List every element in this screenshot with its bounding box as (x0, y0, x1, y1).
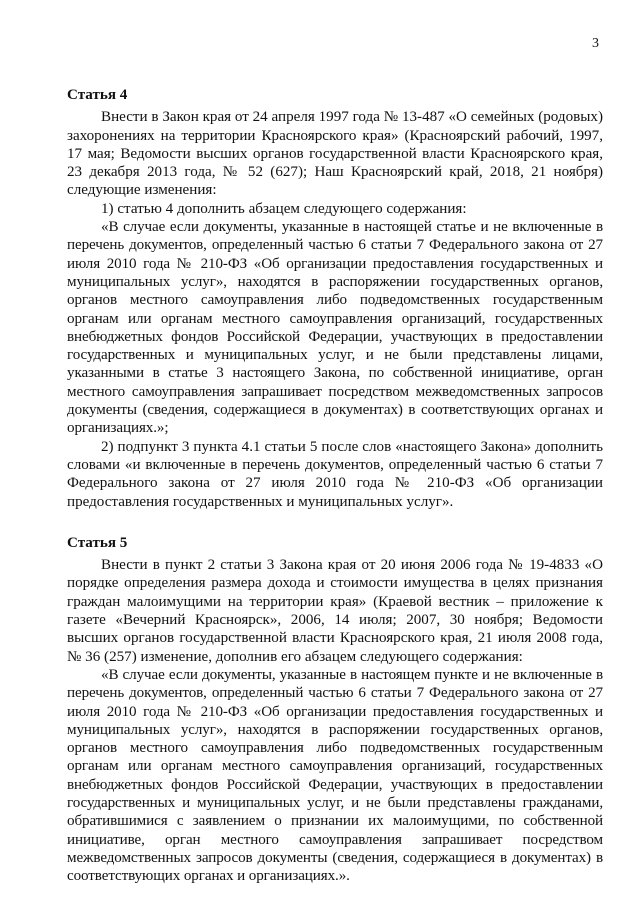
article-5-intro: Внести в пункт 2 статьи 3 Закона края от 20 июня 2006 года № 19-4833 «О порядке определения размера дохода и стоимости имущества в целях признания граждан малоимущими на территории края» (Краевой вестник – приложение к газете «Вечерний Красноярск», 2006, 14 июля; 2007, 30 ноября; Ведомости высших органов государственной власти Красноярского края, 21 июля 2008 года, № 36 (257) изменение, дополнив его абзацем следующего содержания: (67, 557, 603, 665)
article-4-item-1: 1) статью 4 дополнить абзацем следующего содержания: (101, 200, 467, 217)
article-5-quote: «В случае если документы, указанные в настоящем пункте и не включенные в перечень документов, определенный частью 6 статьи 7 Федерального закона от 27 июля 2010 года № 210-ФЗ «Об организации предоставления государственных и муниципальных услуг», находятся в распоряжении государственных органов, органов местного самоуправления либо подведомственных государственным органам или органам местного самоуправления организаций, государственных внебюджетных фондов Российской Федерации, участвующих в предоставлении государственных и муниципальных услуг, и не были представлены гражданами, обратившимися с заявлением о признании их малоимущими, по собственной инициативе, орган местного самоуправления запрашивает посредством межведомственных запросов документы (сведения, содержащиеся в документах) в соответствующих органах и организациях.». (67, 666, 603, 885)
article-4-intro: Внести в Закон края от 24 апреля 1997 года № 13-487 «О семейных (родовых) захоронениях на территории Красноярского края» (Красноярский рабочий, 1997, 17 мая; Ведомости высших органов государственной власти Красноярского края, 23 декабря 2013 года, № 52 (627); Наш Красноярский край, 2018, 21 ноября) следующие изменения: (67, 109, 603, 199)
page-number: 3 (592, 36, 599, 51)
article-4-item-2: 2) подпункт 3 пункта 4.1 статьи 5 после слов «настоящего Закона» дополнить словами «и включенные в перечень документов, определенный частью 6 статьи 7 Федерального закона от 27 июля 2010 года № 210-ФЗ «Об организации предоставления государственных и муниципальных услуг». (67, 438, 603, 510)
document-body (67, 86, 603, 885)
article-4-quote-1: «В случае если документы, указанные в настоящей статье и не включенные в перечень документов, определенный частью 6 статьи 7 Федерального закона от 27 июля 2010 года № 210-ФЗ «Об организации предоставления государственных и муниципальных услуг», находятся в распоряжении государственных органов, органов местного самоуправления либо подведомственных государственным органам или органам местного самоуправления организаций, государственных внебюджетных фондов Российской Федерации, участвующих в предоставлении государственных и муниципальных услуг, и не были представлены лицами, указанными в статье 3 настоящего Закона, по собственной инициативе, орган местного самоуправления запрашивает посредством межведомственных запросов документы (сведения, содержащиеся в документах) в соответствующих органах и организациях.»; (67, 219, 603, 437)
article-5-heading: Статья 5 (67, 534, 128, 551)
article-4-heading: Статья 4 (67, 87, 128, 103)
